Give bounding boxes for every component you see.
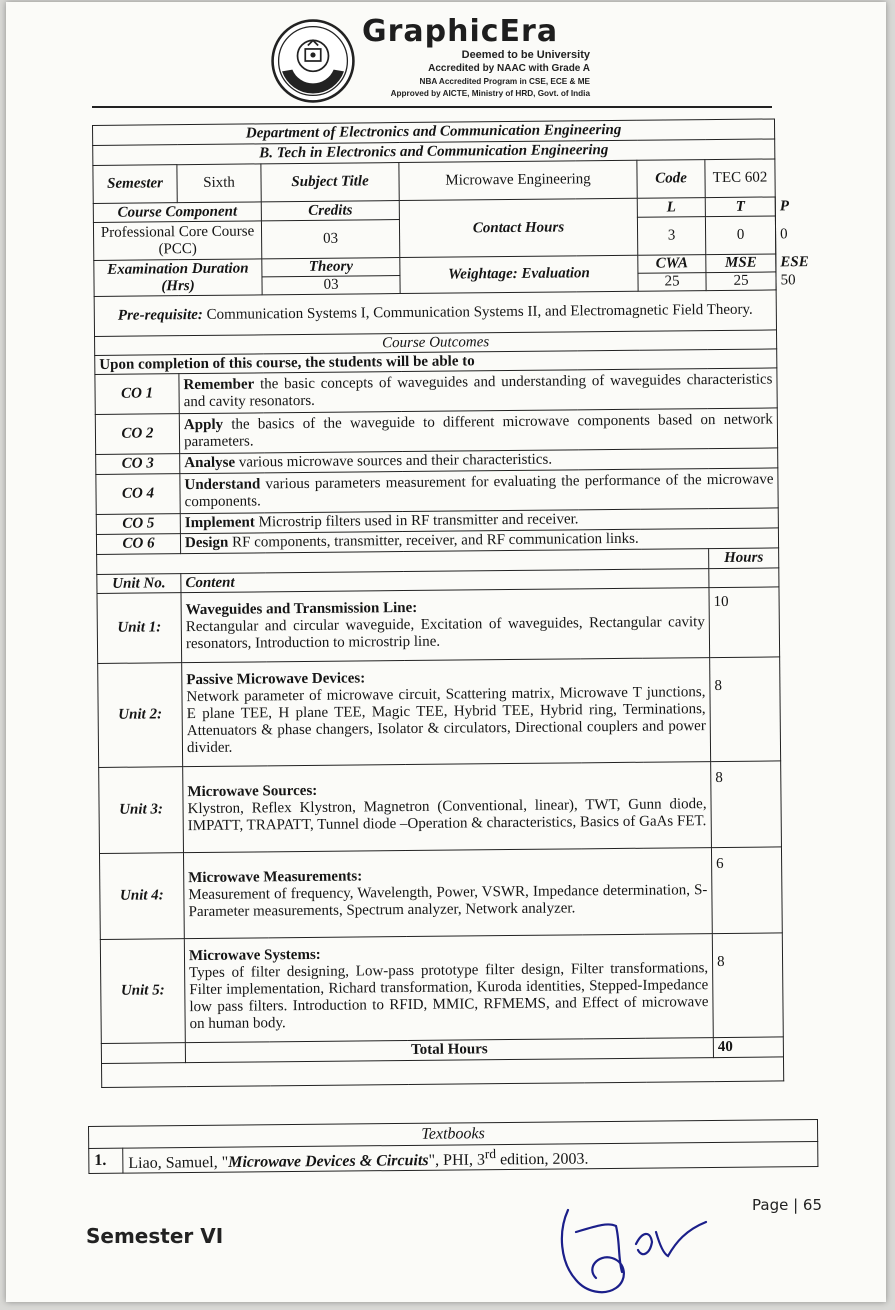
blank-row: [102, 1057, 784, 1088]
credits-value: 03: [261, 220, 399, 259]
outcome-id: CO 4: [96, 474, 180, 515]
footer-page-number: Page | 65: [752, 1196, 822, 1214]
outcome-verb: Apply: [183, 416, 224, 433]
outcome-row: [96, 468, 778, 515]
unit-row: [99, 847, 782, 940]
unit-title: Waveguides and Transmission Line:: [185, 599, 418, 619]
course-outcomes-title: Course Outcomes: [95, 330, 777, 356]
footer-semester: Semester VI: [86, 1224, 224, 1248]
unit-content: [183, 762, 712, 853]
unit-content: [183, 848, 712, 939]
hours-label: Hours: [709, 548, 779, 569]
unit-body: Rectangular and circular waveguide, Excitation of waveguides, Rectangular cavity resonators, Introduction to microstrip line.: [185, 614, 705, 653]
outcome-id: CO 6: [96, 534, 180, 555]
ltp-value-t: 0: [705, 216, 775, 255]
exam-duration-label: Examination Duration (Hrs): [94, 259, 262, 297]
unit-number: Unit 2:: [98, 663, 183, 768]
outcome-description: various parameters measurement for evaluating the performance of the microwave components.: [184, 470, 774, 510]
outcome-verb: Remember: [183, 375, 255, 393]
eval-value-cwa: 25: [638, 273, 706, 292]
textbook-citation: [123, 1141, 818, 1173]
unit-number: Unit 1:: [97, 593, 182, 664]
textbooks-title: Textbooks: [89, 1119, 818, 1148]
signature: [546, 1192, 726, 1302]
outcome-id: CO 2: [95, 414, 179, 455]
unit-content: [182, 658, 711, 767]
program-title: B. Tech in Electronics and Communication Engineering: [93, 139, 775, 166]
unit-hours: 10: [709, 587, 780, 658]
textbook-title: Microwave Devices & Circuits: [228, 1152, 429, 1171]
unit-hours: 8: [711, 761, 782, 848]
outcome-text: [180, 468, 778, 514]
textbook-number: 1.: [89, 1148, 123, 1174]
outcome-description: Microstrip filters used in RF transmitter and receiver.: [254, 511, 579, 531]
unit-row: [100, 933, 783, 1044]
unit-body: Measurement of frequency, Wavelength, Power, VSWR, Impedance determination, S-Parameter measurements, Spectrum analyzer, Network analyzer.: [188, 882, 708, 921]
contact-hours-label: Contact Hours: [399, 198, 638, 257]
outcome-description: various microwave sources and their characteristics.: [235, 451, 553, 471]
subject-title-value: Microwave Engineering: [399, 160, 637, 200]
brand-name: GraphicEra: [362, 14, 559, 49]
outcome-verb: Analyse: [184, 454, 236, 472]
document-page: [6, 2, 886, 1302]
subject-row: [93, 159, 775, 204]
unit-content: [184, 934, 713, 1043]
ltp-header-t: T: [705, 197, 775, 217]
ltp-header-l: L: [637, 198, 705, 218]
content-label: Content: [181, 569, 709, 593]
textbooks-table: [88, 1119, 818, 1174]
theory-value: 03: [262, 276, 400, 295]
textbook-edition-suffix: rd: [484, 1146, 497, 1162]
unit-title: Microwave Systems:: [188, 946, 321, 965]
code-value: TEC 602: [705, 159, 775, 198]
unit-body: Types of filter designing, Low-pass prototype filter design, Filter transformations, Filter implementation, Richard transformation, Kuroda identities, Stepped-Impedance low pass filters. Introduction to RFID, MMIC, RFMEMS, and Effect of microwave on human body.: [189, 960, 709, 1033]
semester-label: Semester: [93, 165, 177, 204]
semester-value: Sixth: [177, 164, 261, 203]
eval-header-mse: MSE: [706, 254, 776, 273]
unit-hours: 8: [710, 657, 781, 762]
total-hours-value: 40: [713, 1037, 783, 1058]
header-nba-line: NBA Accredited Program in CSE, ECE & ME: [419, 77, 590, 86]
prerequisite-value: Communication Systems I, Communication Systems II, and Electromagnetic Field Theory.: [206, 301, 753, 323]
outcome-description: the basics of the waveguide to different microwave components based on network parameters.: [183, 410, 773, 450]
course-component-label: Course Component: [93, 202, 261, 223]
header-divider: [92, 106, 772, 108]
outcome-description: RF components, transmitter, receiver, and RF communication links.: [228, 530, 639, 551]
prerequisite-cell: [94, 290, 776, 337]
unit-title: Microwave Measurements:: [188, 868, 363, 887]
subject-title-label: Subject Title: [261, 163, 399, 202]
total-hours-label: Total Hours: [185, 1038, 713, 1063]
outcome-verb: Understand: [184, 475, 261, 493]
outcome-row: [95, 408, 777, 455]
outcome-description: the basic concepts of waveguides and understanding of waveguides characteristics and cavity resonators.: [183, 370, 773, 410]
unit-number: Unit 3:: [99, 767, 184, 854]
unit-title: Passive Microwave Devices:: [186, 670, 366, 689]
textbook-author: Liao, Samuel, ": [128, 1153, 229, 1172]
textbook-publisher: ", PHI, 3: [428, 1151, 486, 1170]
prerequisite-label: Pre-requisite:: [117, 306, 203, 324]
outcome-id: CO 1: [95, 374, 179, 415]
department-title: Department of Electronics and Communication Engineering: [93, 119, 775, 146]
theory-label: Theory: [262, 258, 400, 277]
syllabus-table: [92, 118, 809, 1088]
header-naac-line: Accredited by NAAC with Grade A: [428, 63, 590, 74]
unit-row: [98, 657, 781, 768]
outcomes-intro: Upon completion of this course, the students will be able to: [95, 349, 777, 375]
blank-cell: [102, 1057, 784, 1088]
eval-header-cwa: CWA: [638, 255, 706, 274]
code-label: Code: [637, 160, 705, 199]
unit-hours: 6: [711, 847, 782, 934]
outcome-text: [179, 368, 777, 414]
unit-body: Network parameter of microwave circuit, Scattering matrix, Microwave T junctions, E plane TEE, H plane TEE, Magic TEE, Hybrid TEE, Hybrid ring, Terminations, Attenuators & phase changers, Isolator & circulators, Directional couplers and power divider.: [186, 684, 706, 757]
unit-row: [97, 587, 780, 664]
unit-number: Unit 4:: [99, 853, 184, 940]
blank-cell: [709, 568, 779, 588]
outcome-verb: Implement: [184, 514, 255, 532]
ltp-value-l: 3: [637, 217, 705, 256]
header-aicte-line: Approved by AICTE, Ministry of HRD, Govt. of India: [390, 89, 590, 98]
unit-body: Klystron, Reflex Klystron, Magnetron (Conventional, linear), TWT, Gunn diode, IMPATT, TRAPATT, Tunnel diode –Operation & characteristics, Basics of GaAs FET.: [187, 796, 707, 835]
outcome-id: CO 3: [96, 454, 180, 475]
unit-row: [99, 761, 782, 854]
eval-value-mse: 25: [706, 272, 776, 291]
header-deemed-line: Deemed to be University: [461, 49, 590, 61]
outcome-row: [95, 368, 777, 415]
unit-no-label: Unit No.: [97, 574, 181, 594]
prerequisite-row: [94, 290, 776, 337]
unit-hours: 8: [712, 933, 783, 1038]
university-header: [270, 10, 610, 106]
outcome-verb: Design: [184, 534, 229, 552]
unit-title: Microwave Sources:: [187, 782, 318, 801]
textbook-edition-year: edition, 2003.: [495, 1150, 589, 1169]
outcome-id: CO 5: [96, 514, 180, 535]
outcome-text: [179, 408, 777, 454]
university-seal-logo: [270, 18, 356, 104]
course-component-value: Professional Core Course (PCC): [93, 221, 261, 261]
blank-cell: [101, 1043, 185, 1064]
unit-content: [181, 588, 710, 663]
unit-number: Unit 5:: [100, 939, 185, 1044]
credits-label: Credits: [261, 201, 399, 221]
weightage-label: Weightage: Evaluation: [400, 255, 638, 293]
